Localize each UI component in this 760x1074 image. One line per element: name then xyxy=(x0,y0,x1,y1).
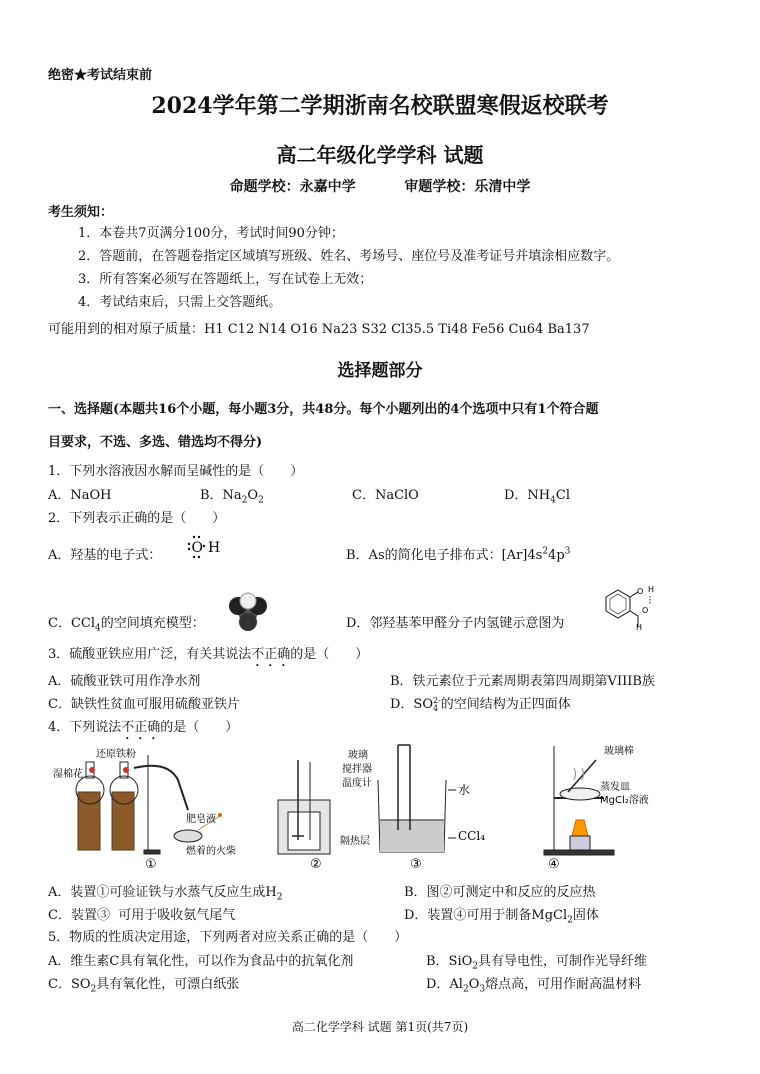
label-mgcl2: MgCl₂溶液 xyxy=(600,795,649,806)
hydroxyl-o: O xyxy=(637,587,644,596)
carbonyl-o: O xyxy=(642,606,649,615)
q2-option-d: D．邻羟基苯甲醛分子内氢键示意图为 xyxy=(346,616,565,631)
q1-stem: 1．下列水溶液因水解而呈碱性的是（ ） xyxy=(48,464,304,479)
aldehyde-h: H xyxy=(636,623,643,630)
q3-option-d: D．SO 2- 4 的空间结构为正四面体 xyxy=(390,695,571,713)
label-water: 水 xyxy=(458,783,471,797)
section-title: 选择题部分 xyxy=(337,361,423,381)
q3-option-a: A．硫酸亚铁可用作净水剂 xyxy=(48,674,201,689)
label-insulation: 隔热层 xyxy=(340,836,370,847)
page-footer: 高二化学学科 试题 第1页(共7页) xyxy=(291,1020,469,1034)
q1-option-b: B．$Na_2O_2$ xyxy=(200,488,264,506)
notice-item: 3．所有答案必须写在答题纸上，写在试卷上无效； xyxy=(78,272,373,287)
label-glass: 玻璃 xyxy=(348,750,368,761)
q4-option-b: B．图②可测定中和反应的反应热 xyxy=(404,885,596,900)
q5-option-c: C．$SO_2$具有氧化性，可漂白纸张 xyxy=(48,977,240,995)
q3-option-c: C．缺铁性贫血可服用硫酸亚铁片 xyxy=(48,697,240,712)
exam-title: 2024学年第二学期浙南名校联盟寒假返校联考 xyxy=(151,93,609,119)
apparatus-figure xyxy=(48,740,728,876)
ccl4-space-filling-model xyxy=(226,592,270,632)
q2-stem: 2．下列表示正确的是（ ） xyxy=(48,511,226,526)
section-instruction: 一、选择题(本题共16个小题，每小题3分，共48分。每个小题列出的4个选项中只有1个符合题 xyxy=(48,402,599,417)
q5-option-d: D．$Al_2O_3$熔点高，可用作耐高温材料 xyxy=(426,977,642,995)
hydroxyl-electron-formula xyxy=(183,534,229,560)
q3-option-b: B．铁元素位于元素周期表第四周期第VIIIB族 xyxy=(390,674,655,689)
label-iron-powder: 还原铁粉 xyxy=(96,749,136,760)
o-hydroxybenzaldehyde-structure xyxy=(604,582,660,630)
q2-option-b: B．As的简化电子排布式：$[Ar]4s^24p^3$ xyxy=(346,546,571,563)
section-instruction: 目要求，不选、多选、错选均不得分) xyxy=(48,435,263,450)
figure-number: ④ xyxy=(548,857,560,872)
exam-subtitle: 高二年级化学学科 试题 xyxy=(276,143,484,167)
notice-item: 4．考试结束后，只需上交答题纸。 xyxy=(78,295,282,310)
q1-option-c: C．NaClO xyxy=(352,488,419,503)
q4-option-d: D．装置④可用于制备MgCl$_2$固体 xyxy=(404,908,599,926)
notice-item: 1．本卷共7页满分100分，考试时间90分钟； xyxy=(78,226,344,241)
secret-label: 绝密★考试结束前 xyxy=(48,68,153,83)
label-stirrer: 搅拌器 xyxy=(342,764,372,775)
apparatus-1 xyxy=(76,755,222,854)
hydroxyl-h: H xyxy=(648,585,655,594)
q1-option-d: D．$NH_4Cl$ xyxy=(504,488,570,506)
figure-number: ② xyxy=(310,857,322,872)
notice-heading: 考生须知： xyxy=(48,205,114,220)
label-thermometer: 温度计 xyxy=(342,778,372,789)
atomic-masses: 可能用到的相对原子质量：H1 C12 N14 O16 Na23 S32 Cl35.5 Ti48 Fe56 Cu64 Ba137 xyxy=(48,322,590,337)
schools-line: 命题学校：永嘉中学 审题学校：乐清中学 xyxy=(229,179,531,195)
q1-option-a: A．NaOH xyxy=(48,488,112,503)
q5-stem: 5．物质的性质决定用途，下列两者对应关系正确的是（ ） xyxy=(48,930,408,945)
q2-option-c: C．CCl$_4$的空间填充模型： xyxy=(48,616,205,634)
q5-option-a: A．维生素C具有氧化性，可以作为食品中的抗氧化剂 xyxy=(48,954,354,969)
figure-number: ③ xyxy=(410,857,422,872)
q2-option-a: A．羟基的电子式： xyxy=(48,548,162,563)
label-soap: 肥皂液 xyxy=(186,814,216,825)
label-evaporating-dish: 蒸发皿 xyxy=(600,782,630,793)
apparatus-2 xyxy=(278,760,330,854)
label-glass-rod: 玻璃棒 xyxy=(604,746,634,757)
q4-option-a: A．装置①可验证铁与水蒸气反应生成$H_2$ xyxy=(48,885,283,903)
q5-option-b: B．SiO$_2$具有导电性，可制作光导纤维 xyxy=(426,954,648,972)
hydrogen-symbol: H xyxy=(208,540,221,556)
label-wet-cotton: 湿棉花 xyxy=(53,769,83,780)
apparatus-3 xyxy=(378,745,456,852)
q3-stem: 3．硫酸亚铁应用广泛，有关其说法不正确的是（ ） xyxy=(48,647,369,662)
q4-stem: 4．下列说法不正确的是（ ） xyxy=(48,720,239,735)
q4-option-c: C．装置③ 可用于吸收氨气尾气 xyxy=(48,908,236,923)
oxygen-symbol: O xyxy=(191,540,203,556)
label-match: 燃着的火柴 xyxy=(186,846,236,857)
figure-number: ① xyxy=(145,857,157,872)
label-ccl4: CCl₄ xyxy=(458,829,486,843)
notice-item: 2．答题前，在答题卷指定区域填写班级、姓名、考场号、座位号及准考证号并填涂相应数字。 xyxy=(78,249,620,264)
